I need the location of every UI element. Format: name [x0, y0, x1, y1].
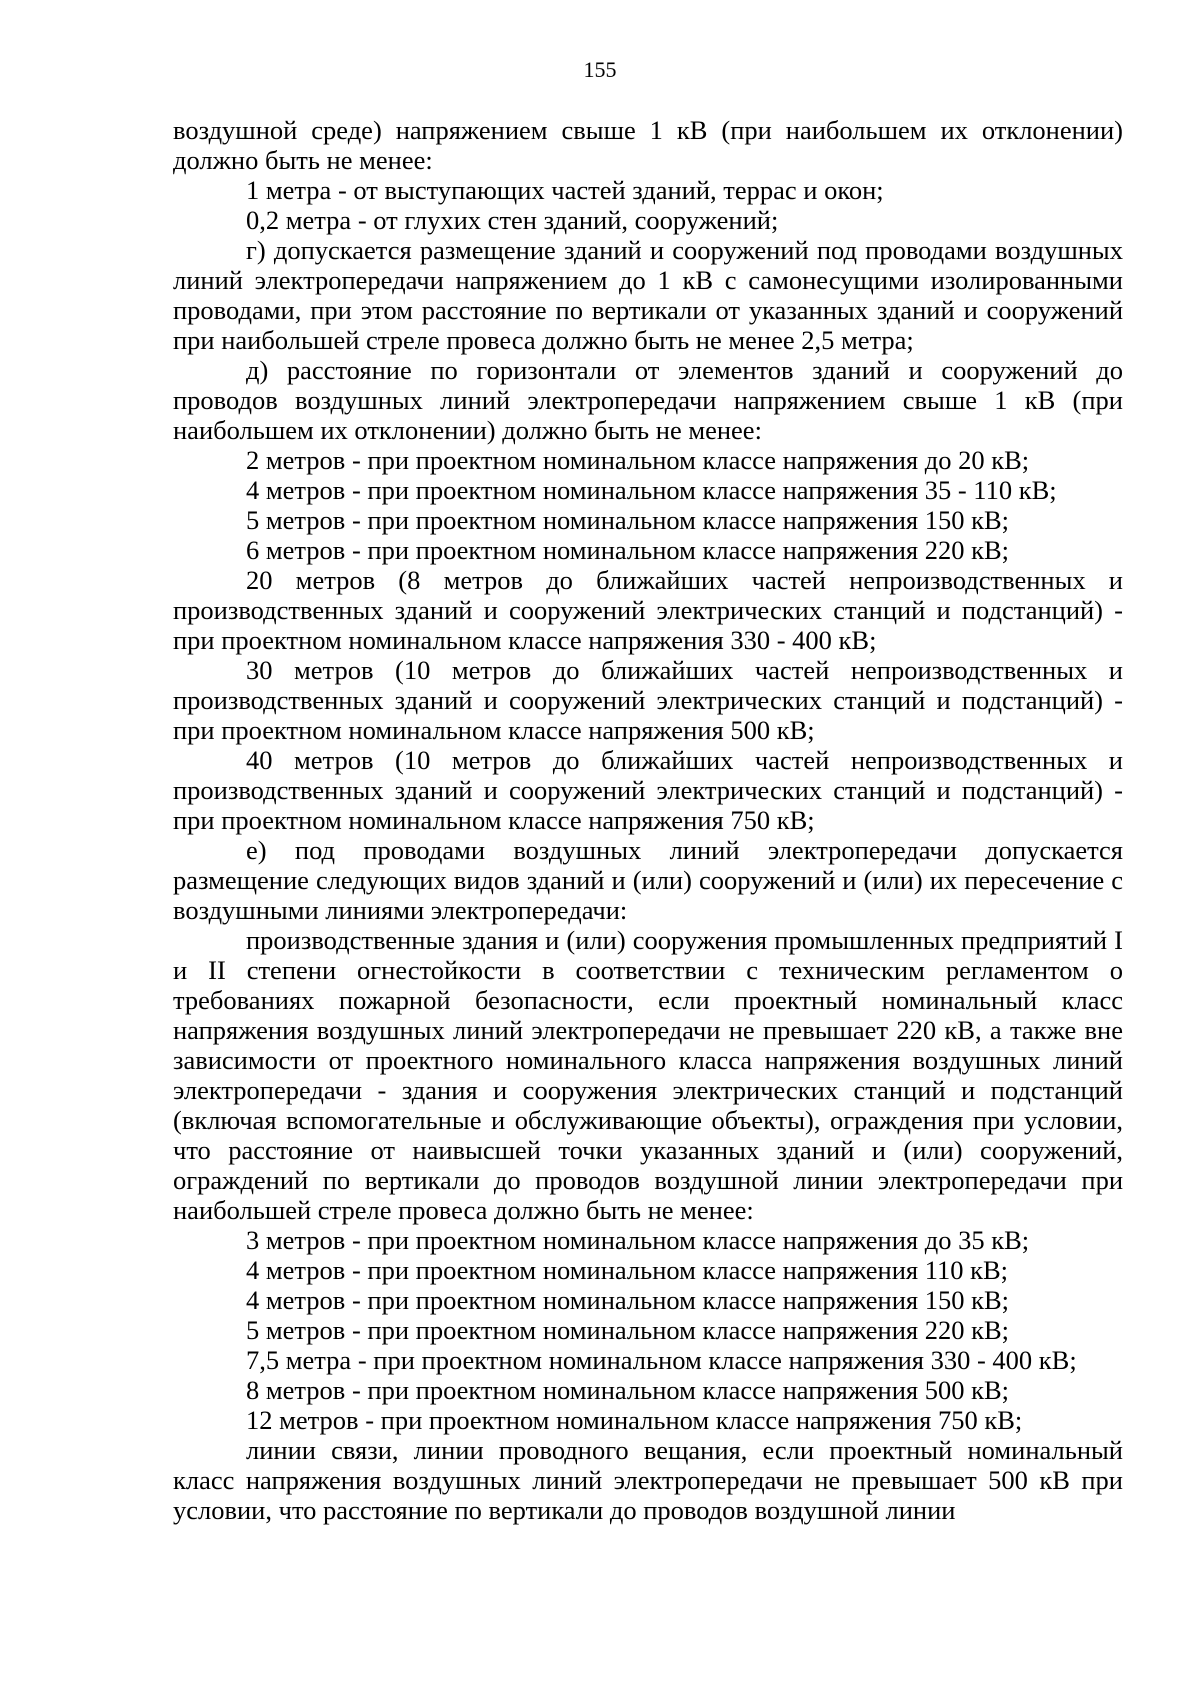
page-number: 155: [583, 57, 617, 82]
paragraph: производственные здания и (или) сооружения промышленных предприятий I и II степени огнестойкости в соответствии с техническим регламентом о требованиях пожарной безопасности, если проектный номинальный класс напряжения воздушных линий электропередачи не превышает 220 кВ, а также вне зависимости от проектного номинального класса напряжения воздушных линий электропередачи - здания и сооружения электрических станций и подстанций (включая вспомогательные и обслуживающие объекты), ограждения при условии, что расстояние от наивысшей точки указанных зданий и (или) сооружений, ограждений по вертикали до проводов воздушной линии электропередачи при наибольшей стреле провеса должно быть не менее:: [173, 925, 1123, 1225]
document-body: [173, 115, 1123, 1525]
paragraph: д) расстояние по горизонтали от элементов зданий и сооружений до проводов воздушных линий электропередачи напряжением свыше 1 кВ (при наибольшем их отклонении) должно быть не менее:: [173, 355, 1123, 445]
paragraph: 12 метров - при проектном номинальном классе напряжения 750 кВ;: [246, 1405, 1023, 1435]
paragraph: 4 метров - при проектном номинальном классе напряжения 150 кВ;: [246, 1285, 1010, 1315]
paragraph: воздушной среде) напряжением свыше 1 кВ (при наибольшем их отклонении) должно быть не менее:: [173, 115, 1123, 175]
paragraph: линии связи, линии проводного вещания, если проектный номинальный класс напряжения воздушных линий электропередачи не превышает 500 кВ при условии, что расстояние по вертикали до проводов воздушной линии: [173, 1435, 1123, 1525]
paragraph: 2 метров - при проектном номинальном классе напряжения до 20 кВ;: [246, 445, 1030, 475]
paragraph: 4 метров - при проектном номинальном классе напряжения 110 кВ;: [246, 1255, 1009, 1285]
paragraph: 3 метров - при проектном номинальном классе напряжения до 35 кВ;: [246, 1225, 1030, 1255]
paragraph: 1 метра - от выступающих частей зданий, террас и окон;: [246, 175, 884, 205]
paragraph: 5 метров - при проектном номинальном классе напряжения 150 кВ;: [246, 505, 1010, 535]
paragraph: 6 метров - при проектном номинальном классе напряжения 220 кВ;: [246, 535, 1010, 565]
paragraph: 4 метров - при проектном номинальном классе напряжения 35 - 110 кВ;: [246, 475, 1057, 505]
paragraph: е) под проводами воздушных линий электропередачи допускается размещение следующих видов зданий и (или) сооружений и (или) их пересечение с воздушными линиями электропередачи:: [173, 835, 1123, 925]
paragraph: 30 метров (10 метров до ближайших частей непроизводственных и производственных зданий и сооружений электрических станций и подстанций) - при проектном номинальном классе напряжения 500 кВ;: [173, 655, 1123, 745]
paragraph: 7,5 метра - при проектном номинальном классе напряжения 330 - 400 кВ;: [246, 1345, 1077, 1375]
paragraph: 5 метров - при проектном номинальном классе напряжения 220 кВ;: [246, 1315, 1010, 1345]
paragraph: 0,2 метра - от глухих стен зданий, сооружений;: [246, 205, 779, 235]
paragraph: г) допускается размещение зданий и сооружений под проводами воздушных линий электропередачи напряжением до 1 кВ с самонесущими изолированными проводами, при этом расстояние по вертикали от указанных зданий и сооружений при наибольшей стреле провеса должно быть не менее 2,5 метра;: [173, 235, 1123, 355]
paragraph: 20 метров (8 метров до ближайших частей непроизводственных и производственных зданий и сооружений электрических станций и подстанций) - при проектном номинальном классе напряжения 330 - 400 кВ;: [173, 565, 1123, 655]
paragraph: 8 метров - при проектном номинальном классе напряжения 500 кВ;: [246, 1375, 1010, 1405]
paragraph: 40 метров (10 метров до ближайших частей непроизводственных и производственных зданий и сооружений электрических станций и подстанций) - при проектном номинальном классе напряжения 750 кВ;: [173, 745, 1123, 835]
